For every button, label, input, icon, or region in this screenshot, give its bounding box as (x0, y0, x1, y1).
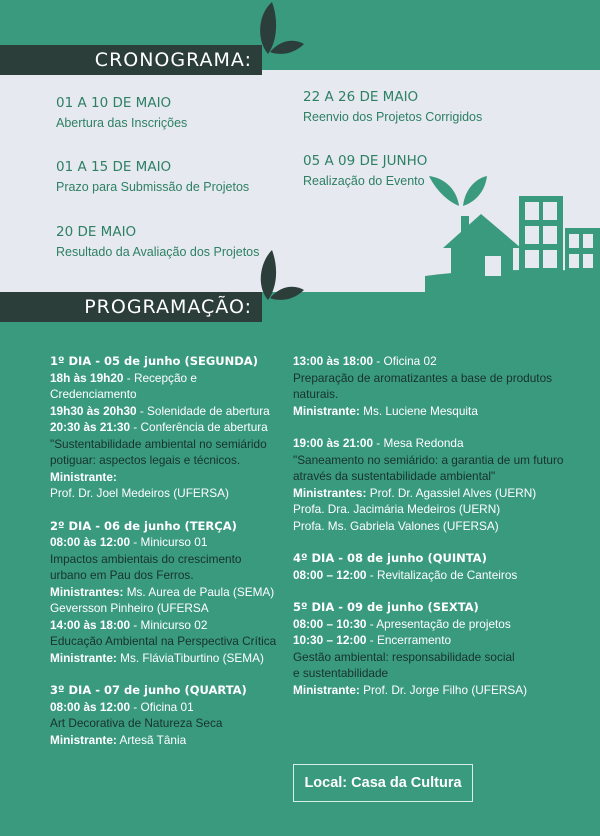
speaker-name: Profa. Dra. Jacimária Medeiros (UERN) (293, 502, 501, 516)
crono-date: 01 A 10 DE MAIO (56, 95, 172, 111)
topic-text: Gestão ambiental: responsabilidade social (293, 649, 515, 664)
schedule-line: 10:30 – 12:00 - Encerramento (293, 633, 452, 647)
crono-date: 05 A 09 DE JUNHO (303, 153, 428, 169)
speaker-line: Ministrante: Ms. FláviaTiburtino (SEMA) (50, 650, 264, 665)
day-block (50, 353, 282, 502)
topic-text: "Saneamento no semiárido: a garantia de um futuro (293, 452, 564, 467)
schedule-line: 14:00 às 18:00 - Minicurso 02 (50, 617, 208, 632)
schedule-line: 08:00 às 12:00 - Minicurso 01 (50, 535, 208, 549)
topic-text: Educação Ambiental na Perspectiva Crítica (50, 634, 277, 648)
day-header: 3º DIA - 07 de junho (QUARTA) (50, 683, 247, 697)
speaker-label: Ministrante: (50, 469, 117, 484)
schedule-line: 13:00 às 18:00 - Oficina 02 (293, 354, 437, 368)
crono-date: 22 A 26 DE MAIO (303, 89, 419, 105)
topic-text: "Sustentabilidade ambiental no semiárido (50, 436, 267, 451)
speaker-line: Ministrante: Artesã Tânia (50, 732, 187, 747)
day-header: 5º DIA - 09 de junho (SEXTA) (293, 600, 479, 614)
speaker-name: Prof. Dr. Joel Medeiros (UFERSA) (50, 486, 229, 500)
crono-item (303, 153, 427, 188)
cronograma-title: CRONOGRAMA: (94, 49, 252, 71)
crono-desc: Realização do Evento (303, 174, 425, 188)
schedule-line: 18h às 19h20 - Recepção e Credenciamento (50, 370, 197, 401)
crono-desc: Abertura das Inscrições (56, 116, 188, 130)
cronograma-header (0, 45, 262, 75)
topic-text: Art Decorativa de Natureza Seca (50, 716, 223, 730)
speaker-name: Geversson Pinheiro (UFERSA (50, 601, 209, 615)
schedule-line: 08:00 – 10:30 - Apresentação de projetos (293, 616, 511, 631)
topic-text: Preparação de aromatizantes a base de produtos (293, 370, 553, 385)
crono-item (303, 89, 482, 124)
schedule-line: 08:00 – 12:00 - Revitalização de Canteiros (293, 567, 518, 582)
schedule-line: 20:30 às 21:30 - Conferência de abertura (50, 420, 268, 434)
house-icon (425, 170, 600, 292)
schedule-line: 19:00 às 21:00 - Mesa Redonda (293, 436, 464, 450)
programacao-header (0, 292, 262, 322)
day-block (50, 682, 282, 748)
day-block (50, 518, 282, 667)
speaker-name: Profa. Ms. Gabriela Valones (UFERSA) (293, 518, 499, 533)
crono-desc: Reenvio dos Projetos Corrigidos (303, 110, 483, 124)
crono-desc: Resultado da Avaliação dos Projetos (56, 245, 260, 259)
topic-text: através da sustentabilidade ambiental" (293, 469, 496, 483)
programacao-title: PROGRAMAÇÃO: (84, 296, 252, 318)
program-right-column (293, 353, 573, 714)
day-block (293, 435, 573, 534)
day-block (293, 550, 573, 583)
speaker-line: Ministrantes: Ms. Aurea de Paula (SEMA) (50, 584, 275, 599)
day-block (293, 353, 573, 419)
crono-item (56, 159, 249, 194)
speaker-line: Ministrantes: Prof. Dr. Agassiel Alves (UERN) (293, 485, 537, 500)
day-header: 1º DIA - 05 de junho (SEGUNDA) (50, 354, 258, 368)
schedule-line: 19h30 às 20h30 - Solenidade de abertura (50, 403, 270, 418)
day-header: 4º DIA - 08 de junho (QUINTA) (293, 551, 487, 565)
topic-text: Impactos ambientais do crescimento (50, 551, 242, 566)
topic-text: potiguar: aspectos legais e técnicos. (50, 453, 241, 467)
topic-text: e sustentabilidade (293, 666, 389, 680)
crono-item (56, 95, 187, 130)
crono-date: 20 DE MAIO (56, 224, 137, 240)
crono-date: 01 A 15 DE MAIO (56, 159, 172, 175)
speaker-line: Ministrante: Ms. Luciene Mesquita (293, 403, 478, 418)
topic-text: naturais. (293, 387, 339, 401)
crono-desc: Prazo para Submissão de Projetos (56, 180, 250, 194)
topic-text: urbano em Pau dos Ferros. (50, 568, 194, 582)
program-left-column (50, 353, 282, 764)
speaker-line: Ministrante: Prof. Dr. Jorge Filho (UFERSA) (293, 682, 528, 697)
local-box: Local: Casa da Cultura (293, 764, 473, 802)
day-header: 2º DIA - 06 de junho (TERÇA) (50, 518, 237, 533)
schedule-line: 08:00 às 12:00 - Oficina 01 (50, 699, 194, 714)
crono-item (56, 224, 259, 259)
day-block (293, 599, 573, 698)
